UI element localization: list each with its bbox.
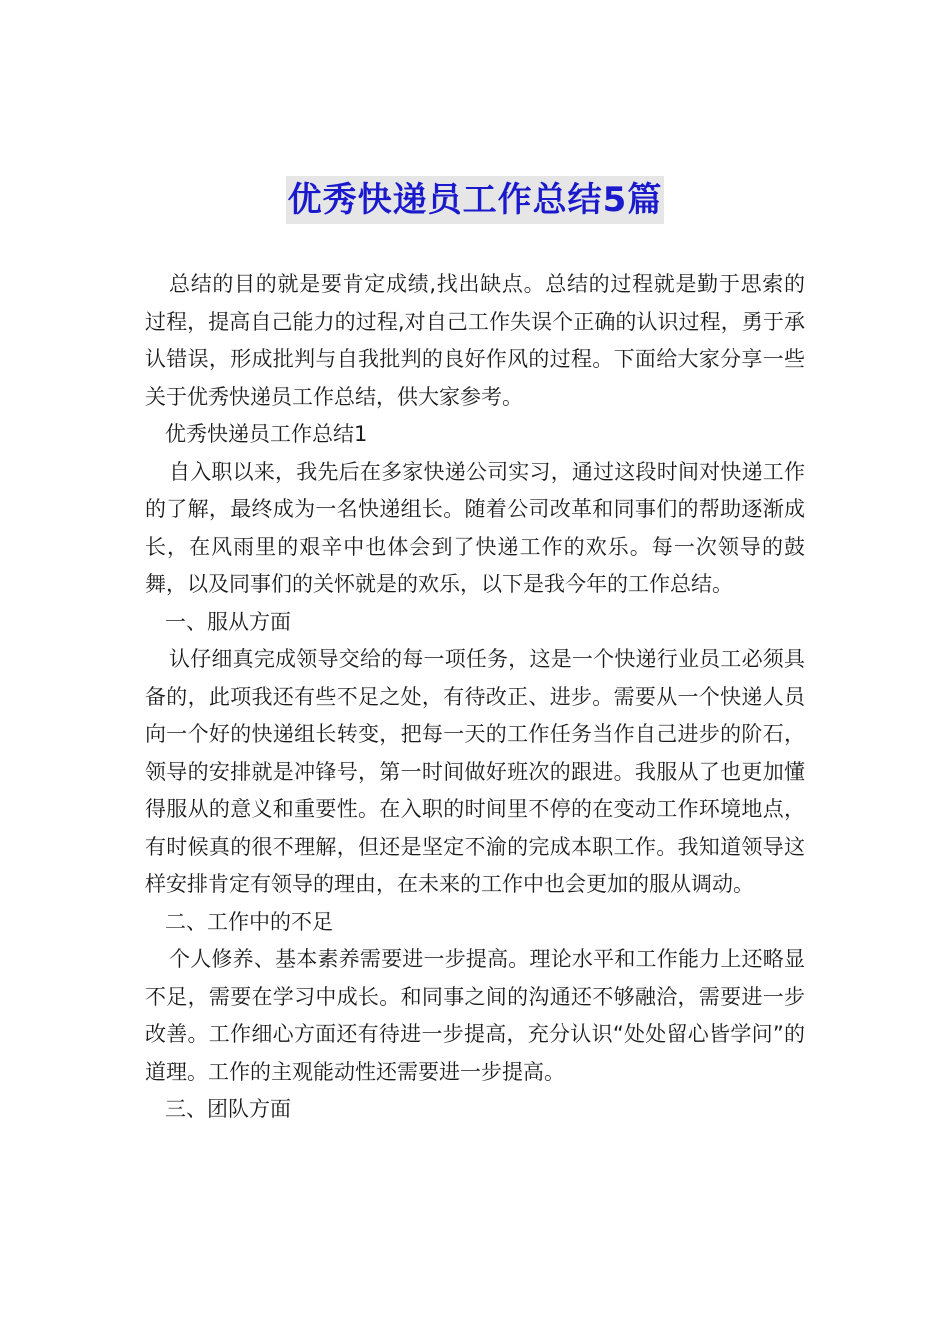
shortcomings-paragraph: 个人修养、基本素养需要进一步提高。理论水平和工作能力上还略显不足，需要在学习中成长。和同事之间的沟通还不够融洽，需要进一步改善。工作细心方面还有待进一步提高，充分认识“处处留心皆学问”的道理。工作的主观能动性还需要进一步提高。 xyxy=(145,947,805,1084)
summary-1-paragraph: 自入职以来，我先后在多家快递公司实习，通过这段时间对快递工作的了解，最终成为一名快递组长。随着公司改革和同事们的帮助逐渐成长，在风雨里的艰辛中也体会到了快递工作的欢乐。每一次领导的鼓舞，以及同事们的关怀就是的欢乐，以下是我今年的工作总结。 xyxy=(145,459,805,596)
obedience-paragraph: 认仔细真完成领导交给的每一项任务，这是一个快递行业员工必须具备的，此项我还有些不足之处，有待改正、进步。需要从一个快递人员向一个好的快递组长转变，把每一天的工作任务当作自己进步的阶石，领导的安排就是冲锋号，第一时间做好班次的跟进。我服从了也更加懂得服从的意义和重要性。在入职的时间里不停的在变动工作环境地点，有时候真的很不理解，但还是坚定不渝的完成本职工作。我知道领导这样安排肯定有领导的理由，在未来的工作中也会更加的服从调动。 xyxy=(145,647,805,896)
section-heading-summary-1: 优秀快递员工作总结1 xyxy=(165,422,368,446)
section-heading-obedience: 一、服从方面 xyxy=(165,609,291,634)
section-heading-team: 三、团队方面 xyxy=(165,1097,291,1121)
document-title: 优秀快递员工作总结5篇 xyxy=(286,176,665,224)
title-container xyxy=(0,176,950,224)
intro-paragraph: 总结的目的就是要肯定成绩,找出缺点。总结的过程就是勤于思索的过程，提高自己能力的过程,对自己工作失误个正确的认识过程，勇于承认错误，形成批判与自我批判的良好作风的过程。下面给大家分享一些关于优秀快递员工作总结，供大家参考。 xyxy=(145,272,805,409)
section-heading-shortcomings: 二、工作中的不足 xyxy=(165,909,333,934)
document-body xyxy=(145,266,805,1129)
